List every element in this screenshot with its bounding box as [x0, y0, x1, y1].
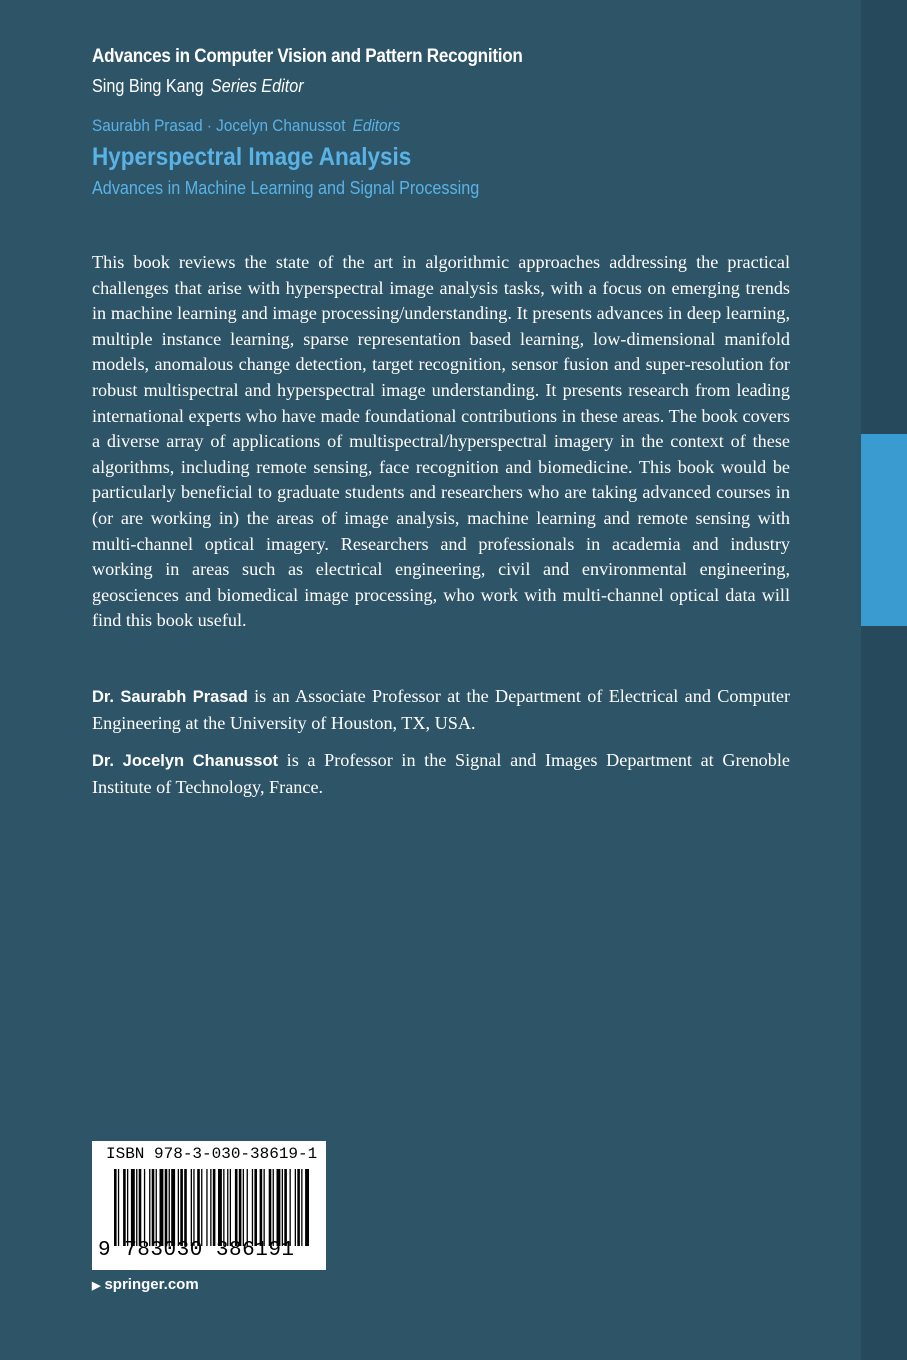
barcode-bar — [297, 1169, 300, 1246]
barcode-bar — [139, 1169, 142, 1246]
barcode-bar — [213, 1169, 216, 1246]
book-subtitle: Advances in Machine Learning and Signal Processing — [92, 178, 480, 198]
barcode-bar — [284, 1169, 287, 1246]
barcode-bar — [160, 1169, 164, 1246]
author-name: Dr. Saurabh Prasad — [92, 688, 248, 706]
barcode-bar — [269, 1169, 272, 1246]
barcode-bar — [131, 1169, 135, 1246]
barcode-bar — [206, 1169, 207, 1246]
barcode-bar — [171, 1169, 175, 1246]
barcode-bar — [282, 1169, 283, 1246]
barcode-bar — [191, 1169, 192, 1246]
barcode-bar — [144, 1169, 145, 1246]
series-title: Advances in Computer Vision and Pattern Recognition — [92, 46, 523, 67]
author-bio-text: is a Professor in the Signal and Images Department at Grenoble Institute of Technology, France. — [92, 750, 790, 797]
book-title: Hyperspectral Image Analysis — [92, 143, 412, 171]
book-editors-names: Saurabh Prasad · Jocelyn Chanussot — [92, 116, 346, 135]
publisher-website: springer.com — [104, 1276, 199, 1293]
barcode-bar — [210, 1169, 211, 1246]
barcode-bar — [239, 1169, 242, 1246]
barcode-bar — [156, 1169, 157, 1246]
barcode-bar — [247, 1169, 248, 1246]
barcode-bar — [264, 1169, 265, 1246]
barcode-bar — [223, 1169, 224, 1246]
book-description: This book reviews the state of the art in algorithmic approaches addressing the practical challenges that arise with hyperspectral image analysis tasks, with a focus on emerging trends in machine learning and image processing/understanding. It presents advances in deep learning, multiple instance learning, sparse representation based learning, low-dimensional manifold models, anomalous change detection, target recognition, sensor fusion and super-resolution for robust multispectral and hyperspectral image understanding. It presents research from leading international experts who have made foundational contributions in these areas. The book covers a diverse array of applications of multispectral/hyperspectral imagery in the context of these algorithms, including remote sensing, face recognition and biomedicine. This book would be particularly beneficial to graduate students and researchers who are taking advanced courses in (or are working in) the areas of image analysis, machine learning and remote sensing with multi-channel optical imagery. Researchers and professionals in academia and industry working in areas such as electrical engineering, civil and environmental engineering, geosciences and biomedical image processing, who work with multi-channel optical data will find this book useful. — [92, 252, 790, 631]
barcode-bar — [178, 1169, 179, 1246]
barcode-bar — [118, 1169, 119, 1246]
barcode-bar — [235, 1169, 238, 1246]
barcode-bar — [277, 1169, 281, 1246]
barcode-bar — [136, 1169, 137, 1246]
barcode-bar — [201, 1169, 202, 1246]
spine-accent-bar — [861, 434, 907, 626]
barcode-bar — [252, 1169, 253, 1246]
spine-strip — [861, 0, 907, 1360]
barcode-bar — [290, 1169, 291, 1246]
series-editor-role: Series Editor — [210, 76, 304, 96]
barcode-bar — [254, 1169, 257, 1246]
barcode-bar — [169, 1169, 170, 1246]
triangle-right-icon: ▶ — [92, 1280, 101, 1292]
barcode-bar — [152, 1169, 155, 1246]
barcode-bar — [260, 1169, 263, 1246]
barcode-bar — [218, 1169, 222, 1246]
isbn-label: ISBN 978-3-030-38619-1 — [106, 1145, 318, 1163]
barcode-digits: 9 783030 386191 — [98, 1239, 295, 1262]
barcode-bar — [301, 1169, 302, 1246]
barcode-bar — [197, 1169, 200, 1246]
barcode-bar — [243, 1169, 244, 1246]
barcode-bar — [165, 1169, 168, 1246]
barcode-bars — [114, 1169, 310, 1246]
barcode-bar — [273, 1169, 274, 1246]
barcode-bar — [227, 1169, 228, 1246]
author-bio-text: is an Associate Professor at the Department of Electrical and Computer Engineering at the University of Houston, TX, USA. — [92, 686, 790, 733]
barcode-bar — [114, 1169, 117, 1246]
author-name: Dr. Jocelyn Chanussot — [92, 752, 279, 770]
barcode-bar — [230, 1169, 231, 1246]
isbn-barcode — [92, 1141, 326, 1270]
barcode-bar — [149, 1169, 150, 1246]
barcode-bar — [193, 1169, 194, 1246]
publisher-link[interactable] — [92, 1276, 199, 1293]
barcode-bar — [180, 1169, 183, 1246]
author-bio-prasad — [92, 684, 790, 736]
author-bio-chanussot — [92, 748, 790, 800]
barcode-bar — [295, 1169, 296, 1246]
series-editor-name: Sing Bing Kang — [92, 76, 204, 96]
barcode-bar — [123, 1169, 126, 1246]
barcode-bar — [305, 1169, 309, 1246]
barcode-bar — [127, 1169, 128, 1246]
book-editors-role: Editors — [352, 116, 401, 135]
series-editor — [92, 76, 304, 97]
book-editors — [92, 116, 400, 136]
barcode-bar — [184, 1169, 187, 1246]
